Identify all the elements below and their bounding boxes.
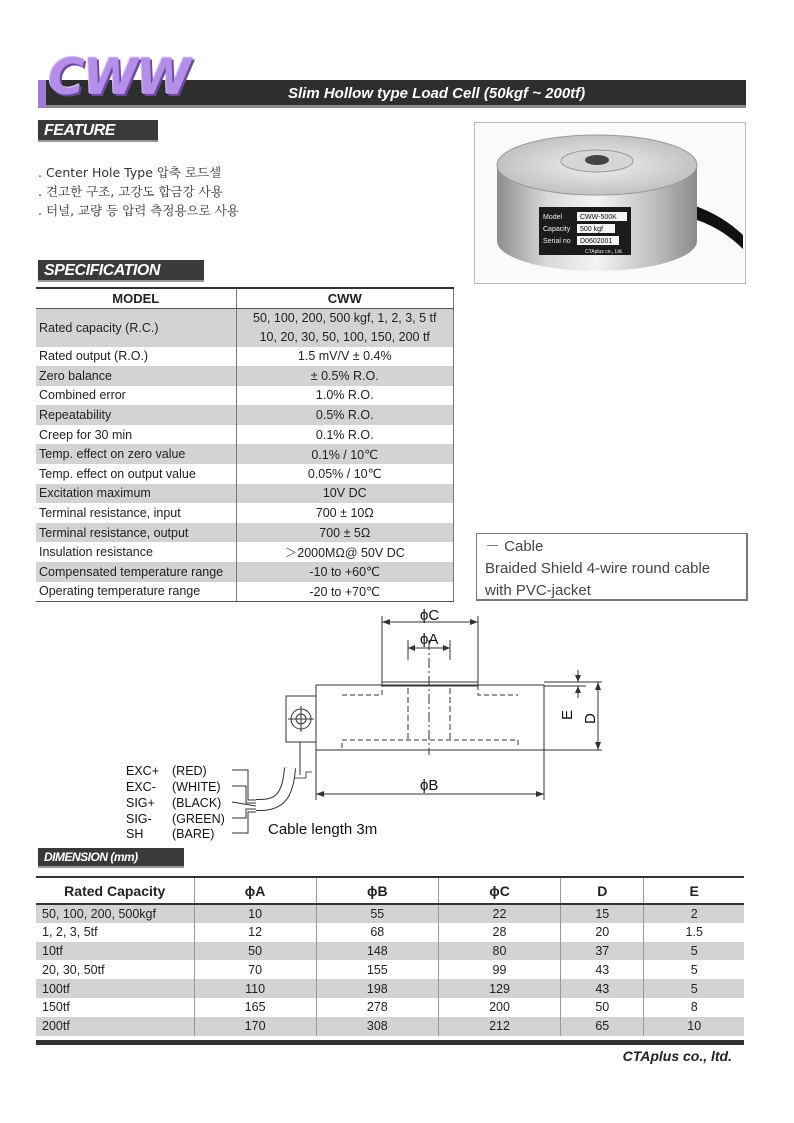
dimension-heading: DIMENSION (mm) — [38, 848, 184, 868]
table-cell: 5 — [644, 942, 744, 961]
e-label: E — [559, 709, 576, 720]
table-cell: 20, 30, 50tf — [36, 960, 194, 979]
spec-label: Creep for 30 min — [36, 425, 236, 445]
table-row — [36, 582, 454, 602]
spec-label: Temp. effect on output value — [36, 464, 236, 484]
table-cell: 1.5 — [685, 925, 703, 940]
table-cell: 80 — [438, 942, 560, 961]
table-cell: 5 — [644, 979, 744, 998]
table-cell: 200tf — [36, 1017, 194, 1036]
table-row — [36, 942, 744, 961]
spec-label: Insulation resistance — [36, 542, 236, 562]
table-cell: 198 — [316, 979, 438, 998]
photo-label-value: D0602001 — [580, 238, 613, 245]
table-row — [36, 484, 454, 504]
cable-description: Braided Shield 4-wire round cable — [485, 560, 711, 577]
spec-value: 0.1% R.O. — [236, 425, 454, 445]
table-row — [36, 444, 454, 464]
spec-value: -20 to +70℃ — [236, 582, 454, 602]
spec-label: Temp. effect on zero value — [36, 444, 236, 464]
table-row — [36, 405, 454, 425]
column-header: ϕA — [194, 877, 316, 904]
table-cell: 43 — [561, 979, 644, 998]
table-cell: 12 — [194, 923, 316, 942]
table-cell: 20 — [561, 923, 644, 942]
column-header: CWW — [236, 288, 454, 308]
photo-label-key: Model — [543, 214, 563, 221]
column-header: MODEL — [36, 288, 236, 308]
phi-c-label: ϕC — [420, 607, 440, 624]
table-cell: 129 — [438, 979, 560, 998]
wire-signal: SH — [126, 827, 144, 841]
table-cell: 10 — [644, 1017, 744, 1036]
spec-value: 0.1% / 10℃ — [236, 444, 454, 464]
table-row — [36, 923, 744, 942]
table-row — [36, 998, 744, 1017]
photo-label-key: Capacity — [543, 226, 571, 233]
table-cell: 28 — [438, 923, 560, 942]
company-name: CTAplus co., ltd. — [622, 1048, 732, 1064]
spec-value: ± 0.5% R.O. — [236, 366, 454, 386]
table-header-row — [36, 288, 454, 308]
spec-label: Combined error — [36, 386, 236, 406]
spec-label: Rated output (R.O.) — [36, 347, 236, 367]
column-header: ϕC — [438, 877, 560, 904]
table-cell: 1, 2, 3, 5tf — [36, 923, 194, 942]
table-cell: 200 — [438, 998, 560, 1017]
feature-item: . 견고한 구조, 고강도 합금강 사용 — [38, 184, 223, 199]
table-cell: 8 — [690, 1000, 698, 1015]
table-cell: 70 — [194, 960, 316, 979]
wire-color: (WHITE) — [172, 780, 221, 794]
cable-heading: － Cable — [485, 538, 544, 555]
spec-label: Compensated temperature range — [36, 562, 236, 582]
table-cell: 2 — [644, 904, 744, 923]
table-cell: 150tf — [36, 998, 194, 1017]
table-cell: 43 — [561, 960, 644, 979]
wire-signal: SIG+ — [126, 796, 155, 810]
table-cell: 50 — [194, 942, 316, 961]
wire-signal: SIG- — [126, 812, 152, 826]
cable-description: with PVC-jacket — [485, 582, 591, 599]
wire-signal: EXC- — [126, 780, 156, 794]
feature-item: . 터널, 교량 등 압력 측정용으로 사용 — [38, 203, 239, 218]
photo-label-value: 500 kgf — [580, 226, 603, 233]
table-row — [36, 425, 454, 445]
wire-signal: EXC+ — [126, 764, 160, 778]
table-row — [36, 308, 454, 347]
spec-label: Repeatability — [36, 405, 236, 425]
wire-color: (GREEN) — [172, 812, 225, 826]
table-footer-rule — [36, 1040, 744, 1045]
table-cell: 110 — [194, 979, 316, 998]
column-header: ϕB — [316, 877, 438, 904]
table-cell: 278 — [316, 998, 438, 1017]
table-cell: 22 — [438, 904, 560, 923]
d-label: D — [582, 713, 599, 724]
table-row — [36, 562, 454, 582]
table-row — [36, 1017, 744, 1036]
spec-label: Rated capacity (R.C.) — [36, 308, 236, 347]
spec-value — [236, 308, 454, 347]
table-cell: 10 — [194, 904, 316, 923]
table-cell: 100tf — [36, 979, 194, 998]
feature-heading: FEATURE — [38, 120, 158, 142]
spec-label: Excitation maximum — [36, 484, 236, 504]
cable-length-label: Cable length 3m — [268, 821, 378, 838]
table-cell: 65 — [561, 1017, 644, 1036]
feature-item: . Center Hole Type 압축 로드셀 — [38, 165, 222, 180]
table-row — [36, 386, 454, 406]
table-cell: 68 — [316, 923, 438, 942]
table-cell: 165 — [194, 998, 316, 1017]
spec-value: 10V DC — [236, 484, 454, 504]
spec-value: 1.5 mV/V ± 0.4% — [236, 347, 454, 367]
table-cell: 37 — [561, 942, 644, 961]
product-photo — [474, 122, 746, 284]
capacity-line: 50, 100, 200, 500 kgf, 1, 2, 3, 5 tf — [253, 310, 437, 325]
page-title: Slim Hollow type Load Cell (50kgf ~ 200tf) — [288, 85, 586, 102]
table-row — [36, 979, 744, 998]
spec-value: 700 ± 5Ω — [236, 523, 454, 543]
spec-value: 0.5% R.O. — [236, 405, 454, 425]
table-row — [36, 904, 744, 923]
dimension-table — [36, 876, 744, 1036]
wire-color: (RED) — [172, 764, 207, 778]
specification-table — [36, 287, 454, 602]
table-cell: 50 — [561, 998, 644, 1017]
spec-label: Operating temperature range — [36, 582, 236, 602]
spec-value: ＞2000MΩ@ 50V DC — [236, 542, 454, 562]
product-logo: CWW — [48, 48, 189, 106]
wire-color: (BLACK) — [172, 796, 222, 810]
table-row — [36, 347, 454, 367]
spec-label: Zero balance — [36, 366, 236, 386]
cable-info-box — [476, 533, 748, 601]
table-row — [36, 464, 454, 484]
table-cell: 50, 100, 200, 500kgf — [36, 904, 194, 923]
header-accent — [38, 80, 46, 108]
specification-heading: SPECIFICATION — [38, 260, 204, 282]
column-header: E — [644, 877, 744, 904]
table-cell: 212 — [438, 1017, 560, 1036]
table-cell: 15 — [561, 904, 644, 923]
table-row — [36, 503, 454, 523]
spec-value: 0.05% / 10℃ — [236, 464, 454, 484]
column-header: D — [561, 877, 644, 904]
table-row — [36, 542, 454, 562]
photo-label-key: Serial no — [543, 238, 571, 245]
table-row — [36, 960, 744, 979]
column-header: Rated Capacity — [36, 877, 194, 904]
table-row — [36, 523, 454, 543]
phi-a-label: ϕA — [420, 631, 439, 648]
table-cell: 5 — [690, 962, 698, 977]
capacity-line: 10, 20, 30, 50, 100, 150, 200 tf — [259, 329, 430, 344]
photo-label-value: CWW-500K — [580, 214, 617, 221]
spec-value: 1.0% R.O. — [236, 386, 454, 406]
spec-label: Terminal resistance, output — [36, 523, 236, 543]
wire-color: (BARE) — [172, 827, 215, 841]
table-cell: 99 — [438, 960, 560, 979]
spec-value: -10 to +60℃ — [236, 562, 454, 582]
table-cell: 155 — [316, 960, 438, 979]
table-cell: 55 — [316, 904, 438, 923]
phi-b-label: ϕB — [420, 777, 439, 794]
feature-list — [38, 163, 239, 220]
table-header-row — [36, 877, 744, 904]
dimension-drawing — [120, 600, 640, 845]
table-cell: 170 — [194, 1017, 316, 1036]
table-cell: 308 — [316, 1017, 438, 1036]
spec-label: Terminal resistance, input — [36, 503, 236, 523]
load-cell-image — [475, 123, 746, 284]
table-cell: 10tf — [36, 942, 194, 961]
table-cell: 148 — [316, 942, 438, 961]
photo-maker: CTAplus co., Ltd. — [585, 249, 623, 255]
table-row — [36, 366, 454, 386]
spec-value: 700 ± 10Ω — [236, 503, 454, 523]
